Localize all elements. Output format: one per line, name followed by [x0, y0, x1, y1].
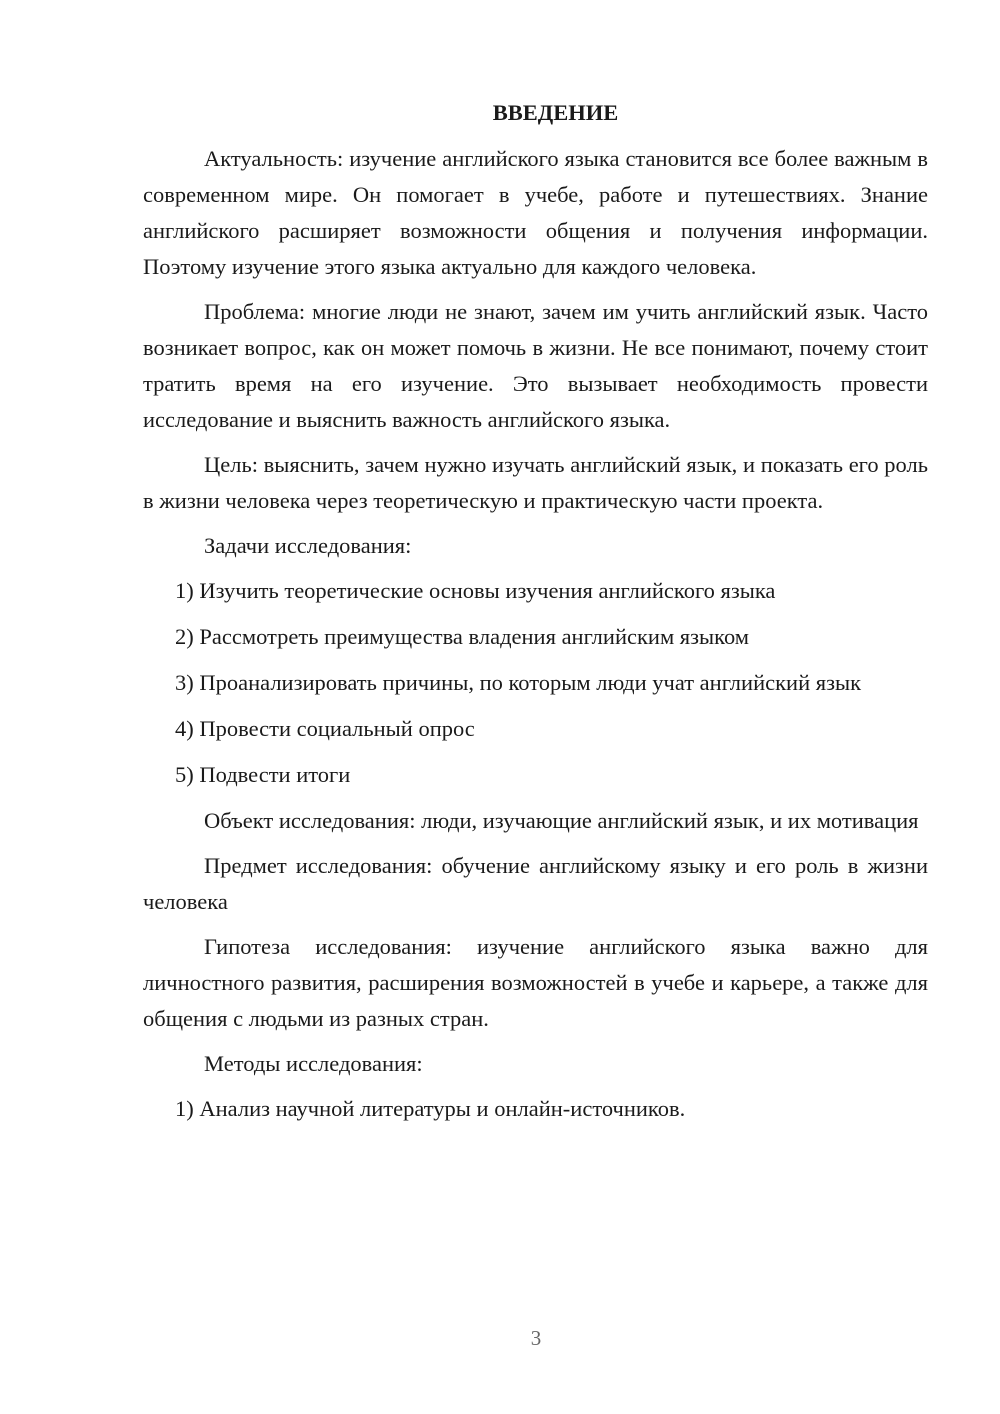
- page-number: 3: [530, 1326, 542, 1350]
- paragraph-hypothesis: Гипотеза исследования: изучение английского языка важно для личностного развития, расширения возможностей в учебе и карьере, а также для общения с людьми из разных стран.: [143, 934, 928, 1031]
- task-item: 2) Рассмотреть преимущества владения английским языком: [175, 624, 750, 649]
- paragraph-subject: Предмет исследования: обучение английскому языку и его роль в жизни человека: [143, 853, 928, 914]
- tasks-heading: Задачи исследования:: [204, 533, 412, 558]
- paragraph-goal: Цель: выяснить, зачем нужно изучать английский язык, и показать его роль в жизни человека через теоретическую и практическую части проекта.: [143, 452, 928, 513]
- task-item: 5) Подвести итоги: [175, 762, 351, 787]
- method-item: 1) Анализ научной литературы и онлайн-источников.: [175, 1096, 686, 1121]
- paragraph-relevance: Актуальность: изучение английского языка становится все более важным в современном мире. Он помогает в учебе, работе и путешествиях. Знание английского расширяет возможности общения и получения информации. Поэтому изучение этого языка актуально для каждого человека.: [143, 146, 928, 279]
- paragraph-object: Объект исследования: люди, изучающие английский язык, и их мотивация: [204, 808, 919, 833]
- task-item: 3) Проанализировать причины, по которым люди учат английский язык: [175, 670, 862, 695]
- methods-heading: Методы исследования:: [204, 1051, 423, 1076]
- task-item: 4) Провести социальный опрос: [175, 716, 475, 741]
- page-title: ВВЕДЕНИЕ: [492, 100, 619, 125]
- task-item: 1) Изучить теоретические основы изучения английского языка: [175, 578, 776, 603]
- paragraph-problem: Проблема: многие люди не знают, зачем им учить английский язык. Часто возникает вопрос, как он может помочь в жизни. Не все понимают, почему стоит тратить время на его изучение. Это вызывает необходимость провести исследование и выяснить важность английского языка.: [143, 299, 928, 432]
